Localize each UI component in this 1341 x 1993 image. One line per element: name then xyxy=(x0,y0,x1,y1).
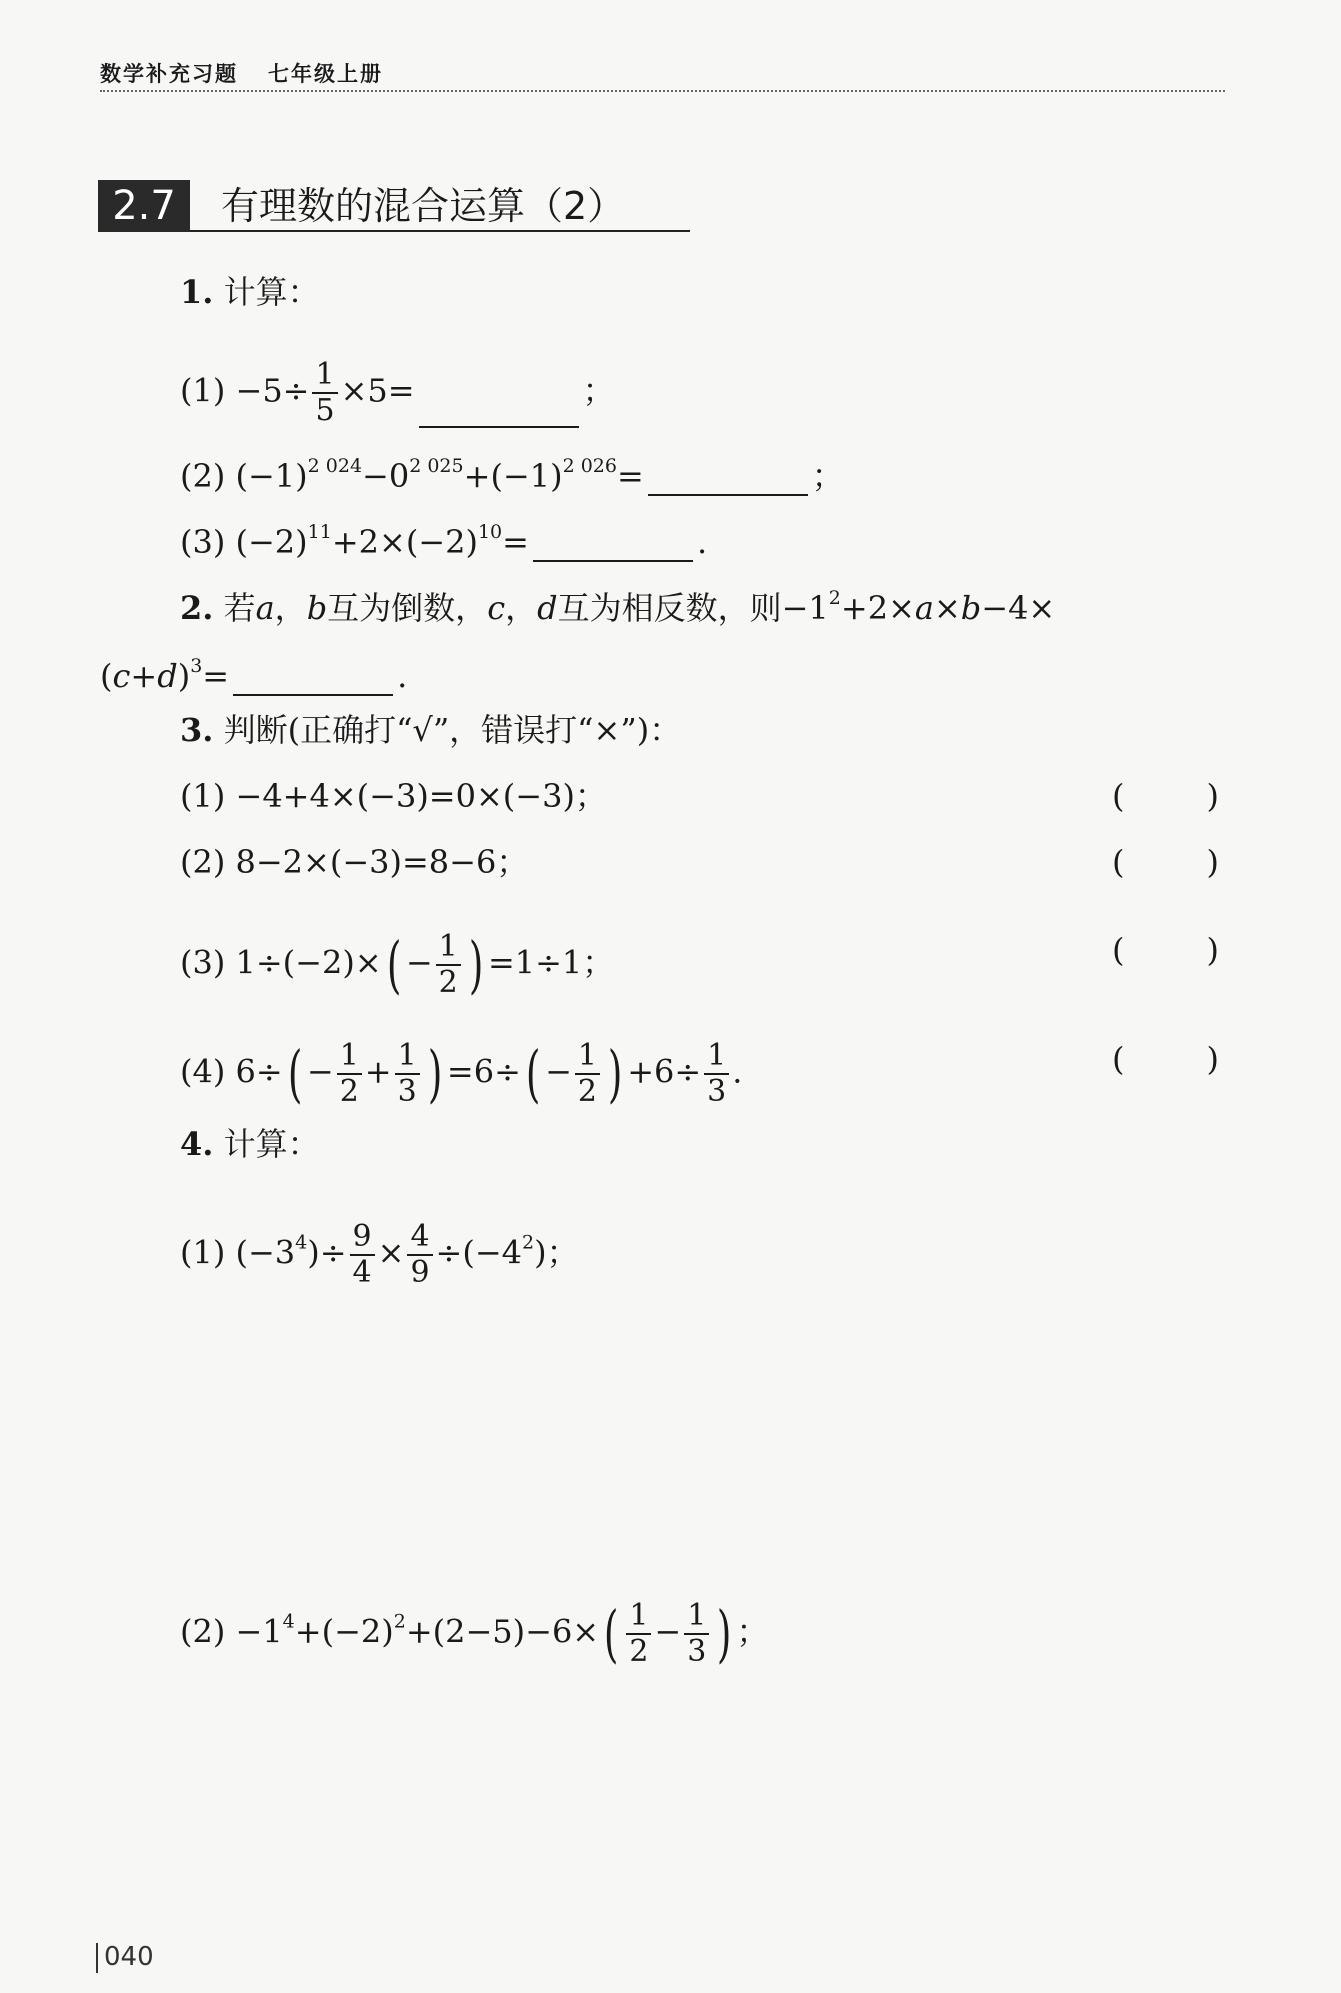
q4-part-1 xyxy=(180,1220,579,1290)
running-header xyxy=(100,58,383,88)
punctuation: . xyxy=(397,657,408,695)
expr-text: (−1) xyxy=(235,457,308,495)
expr-text: +(−1) xyxy=(463,457,563,495)
punctuation: ， xyxy=(274,589,307,627)
part-index: (3) xyxy=(180,943,226,982)
volume-title: 七年级上册 xyxy=(268,62,383,86)
denominator: 5 xyxy=(315,393,335,428)
numerator: 4 xyxy=(407,1220,432,1256)
section-title: 有理数的混合运算（2） xyxy=(221,184,626,228)
exponent: 4 xyxy=(282,1610,295,1633)
denominator: 3 xyxy=(687,1634,707,1669)
paren-close: ) xyxy=(1206,777,1219,815)
paren-open: ( xyxy=(1112,1040,1125,1078)
exponent: 11 xyxy=(307,521,332,543)
expr-text: 若 xyxy=(223,589,256,627)
variable-d: d xyxy=(537,589,558,627)
question-1 xyxy=(180,272,320,312)
expr-text: = xyxy=(502,523,529,561)
fraction xyxy=(626,1599,651,1669)
fraction xyxy=(684,1599,709,1669)
footer-bar xyxy=(96,1943,98,1973)
expr-text: +2× xyxy=(840,589,915,627)
answer-parentheses[interactable] xyxy=(1112,776,1219,816)
q3-part-2 xyxy=(180,842,528,882)
expr-text: )； xyxy=(534,1233,579,1272)
paren-close: ) xyxy=(1206,931,1219,969)
expr-text: × xyxy=(933,589,961,627)
question-prompt: 计算： xyxy=(223,273,320,311)
section-underline xyxy=(190,230,690,232)
fraction xyxy=(704,1039,729,1109)
numerator: 1 xyxy=(436,930,461,966)
denominator: 3 xyxy=(707,1074,727,1109)
variable-a: a xyxy=(255,589,275,627)
answer-parentheses[interactable] xyxy=(1112,842,1219,882)
book-title: 数学补充习题 xyxy=(100,62,238,86)
punctuation: ； xyxy=(582,371,615,410)
numerator: 1 xyxy=(312,358,337,394)
answer-blank[interactable] xyxy=(419,396,579,428)
expr-text: )÷ xyxy=(307,1233,347,1272)
answer-parentheses[interactable] xyxy=(1112,930,1219,970)
exponent: 3 xyxy=(190,655,203,677)
part-index: (4) xyxy=(180,1052,226,1091)
question-number: 1. xyxy=(180,273,214,311)
exponent: 4 xyxy=(295,1231,308,1254)
denominator: 9 xyxy=(410,1255,430,1290)
expr-text: −0 xyxy=(362,457,410,495)
numerator: 1 xyxy=(626,1599,651,1635)
punctuation: ； xyxy=(736,1612,769,1651)
exponent: 2 xyxy=(393,1610,406,1633)
paren-open: ( xyxy=(1112,931,1125,969)
denominator: 2 xyxy=(577,1074,597,1109)
answer-blank[interactable] xyxy=(533,530,693,562)
fraction xyxy=(350,1220,375,1290)
question-4 xyxy=(180,1124,320,1164)
paren-open: ( xyxy=(1112,843,1125,881)
expr-text: 互为相反数，则−1 xyxy=(557,589,829,627)
paren-open: ( xyxy=(1112,777,1125,815)
expr-text: (−3 xyxy=(235,1233,296,1272)
expr-text: − xyxy=(545,1052,572,1091)
fraction xyxy=(395,1039,420,1109)
numerator: 1 xyxy=(575,1039,600,1075)
expr-text: ×5= xyxy=(340,371,415,410)
q1-part-1 xyxy=(180,358,615,428)
expr-text: +(2−5)−6× xyxy=(405,1612,600,1651)
exponent: 2 xyxy=(828,587,841,609)
variable-d: d xyxy=(157,657,178,695)
header-divider xyxy=(100,90,1225,92)
expr-text: −4+4×(−3)=0×(−3)； xyxy=(235,777,607,815)
big-paren-left: ( xyxy=(525,1037,541,1110)
q4-part-2 xyxy=(180,1599,769,1669)
question-number: 4. xyxy=(180,1125,214,1163)
q3-part-1 xyxy=(180,776,607,816)
expr-text: −1 xyxy=(235,1612,283,1651)
variable-b: b xyxy=(960,589,982,627)
big-paren-left: ( xyxy=(287,1037,303,1110)
part-index: (1) xyxy=(180,1233,226,1272)
numerator: 1 xyxy=(337,1039,362,1075)
exponent: 2 026 xyxy=(562,455,617,477)
big-paren-right: ) xyxy=(427,1037,443,1110)
expr-text: ) xyxy=(177,657,191,695)
q3-part-4 xyxy=(180,1039,742,1109)
answer-blank[interactable] xyxy=(648,464,808,496)
fraction xyxy=(436,930,461,1000)
question-2 xyxy=(180,578,1055,628)
fraction xyxy=(575,1039,600,1109)
denominator: 2 xyxy=(629,1634,649,1669)
page-number: 040 xyxy=(104,1942,154,1972)
denominator: 2 xyxy=(339,1074,359,1109)
part-index: (1) xyxy=(180,777,226,815)
question-number: 3. xyxy=(180,711,214,749)
expr-text: 6÷ xyxy=(235,1052,283,1091)
question-prompt: 判断(正确打“√”，错误打“×”)： xyxy=(223,711,682,749)
question-2-cont xyxy=(100,646,407,696)
denominator: 3 xyxy=(397,1074,417,1109)
expr-text: 8−2×(−3)=8−6； xyxy=(235,843,529,881)
question-prompt: 计算： xyxy=(223,1125,320,1163)
big-paren-right: ) xyxy=(607,1037,623,1110)
exponent: 10 xyxy=(477,521,503,543)
expr-text: +(−2) xyxy=(294,1612,394,1651)
expr-text: + xyxy=(130,657,158,695)
numerator: 1 xyxy=(684,1599,709,1635)
question-3 xyxy=(180,710,681,750)
expr-text: +6÷ xyxy=(627,1052,702,1091)
punctuation: ， xyxy=(505,589,538,627)
page-footer xyxy=(96,1942,154,1973)
part-index: (3) xyxy=(180,523,226,561)
variable-a: a xyxy=(914,589,934,627)
q1-part-3 xyxy=(180,512,707,562)
section-number: 2.7 xyxy=(98,180,190,232)
fraction xyxy=(337,1039,362,1109)
expr-text: 1÷(−2)× xyxy=(235,943,382,982)
expr-text: =1÷1； xyxy=(487,943,615,982)
fraction xyxy=(312,358,337,428)
paren-close: ) xyxy=(1206,843,1219,881)
expr-text: +2×(−2) xyxy=(331,523,478,561)
big-paren-right: ) xyxy=(468,928,484,1001)
denominator: 2 xyxy=(438,965,458,1000)
expr-text: ÷(−4 xyxy=(435,1233,523,1272)
expr-text: ( xyxy=(100,657,113,695)
expr-text: 互为倒数， xyxy=(327,589,488,627)
big-paren-left: ( xyxy=(386,928,401,1001)
expr-text: −4× xyxy=(981,589,1056,627)
punctuation: ； xyxy=(811,457,844,495)
q3-part-3 xyxy=(180,930,614,1000)
exponent: 2 024 xyxy=(307,455,363,477)
answer-parentheses[interactable] xyxy=(1112,1039,1219,1079)
expr-text: =6÷ xyxy=(446,1052,521,1091)
numerator: 1 xyxy=(395,1039,420,1075)
numerator: 1 xyxy=(704,1039,729,1075)
part-index: (2) xyxy=(180,1612,226,1651)
expr-text: = xyxy=(616,457,644,495)
exponent: 2 xyxy=(522,1231,535,1254)
variable-c: c xyxy=(487,589,506,627)
exponent: 2 025 xyxy=(409,455,464,477)
part-index: (2) xyxy=(180,457,226,495)
part-index: (2) xyxy=(180,843,226,881)
numerator: 9 xyxy=(350,1220,375,1256)
part-index: (1) xyxy=(180,371,226,410)
expr-text: = xyxy=(202,657,230,695)
variable-b: b xyxy=(306,589,328,627)
big-paren-left: ( xyxy=(603,1597,619,1670)
expr-text: − xyxy=(306,1052,334,1091)
fraction xyxy=(407,1220,432,1290)
paren-close: ) xyxy=(1206,1040,1219,1078)
punctuation: . xyxy=(696,523,708,561)
big-paren-right: ) xyxy=(717,1597,732,1670)
variable-c: c xyxy=(112,657,131,695)
answer-blank[interactable] xyxy=(233,664,393,696)
denominator: 4 xyxy=(352,1255,372,1290)
expr-text: + xyxy=(364,1052,392,1091)
question-number: 2. xyxy=(180,589,214,627)
expr-text: −5÷ xyxy=(235,371,310,410)
expr-text: − xyxy=(654,1612,682,1651)
expr-text: × xyxy=(377,1233,405,1272)
punctuation: . xyxy=(732,1052,743,1091)
q1-part-2 xyxy=(180,446,844,496)
expr-text: (−2) xyxy=(235,523,308,561)
expr-text: − xyxy=(405,943,433,982)
